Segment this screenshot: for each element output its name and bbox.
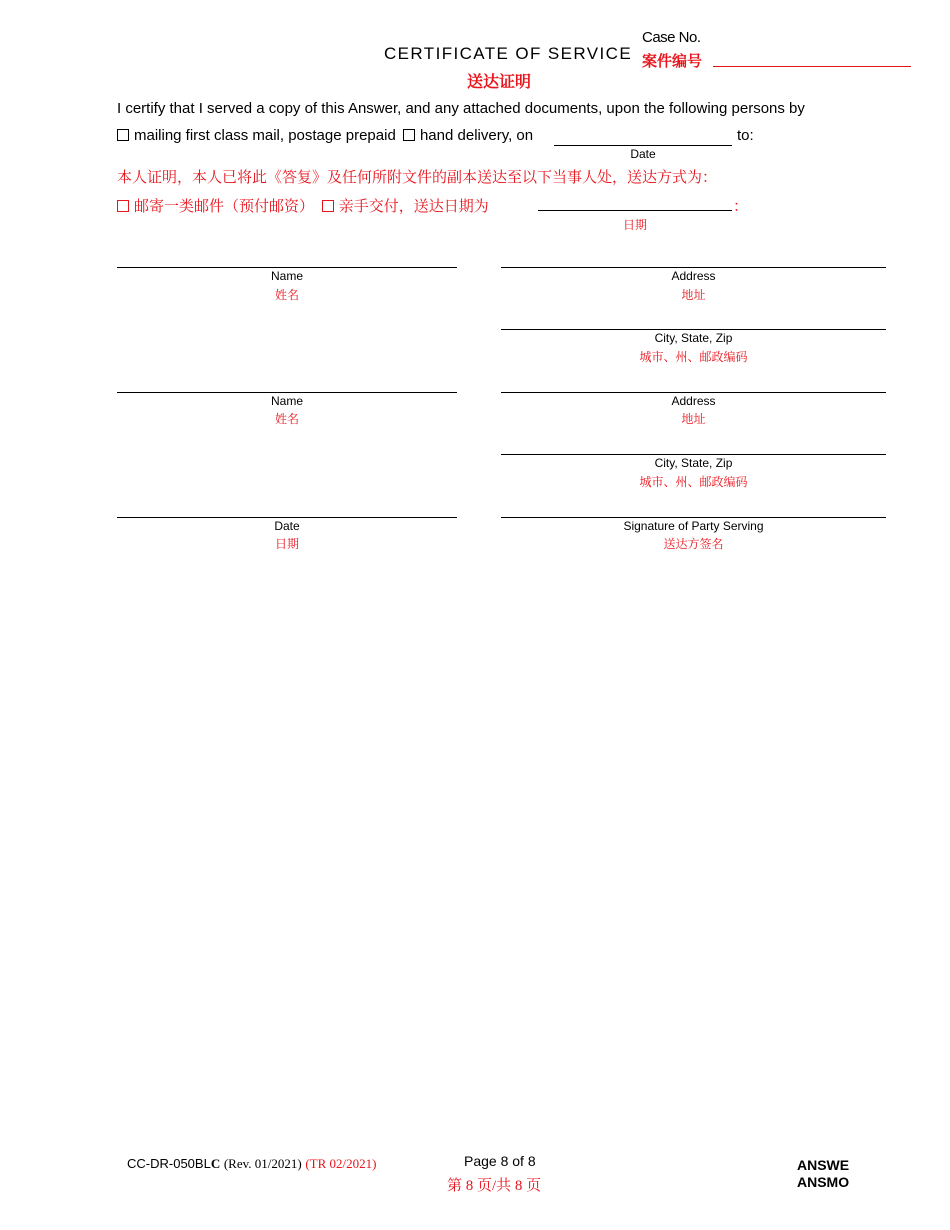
case-no-label: Case No. [642,29,701,46]
person2-name-label: Name [270,394,303,408]
signature-date-label-zh: 日期 [274,537,299,551]
person2-address-field[interactable] [501,392,886,393]
form-id [127,1156,376,1172]
service-method-row-zh [117,195,489,216]
signature-date-field[interactable] [117,517,457,518]
hand-checkbox-zh[interactable] [322,200,334,212]
signature-label-zh: 送达方签名 [663,537,724,551]
mail-option-label: mailing first class mail, postage prepaid [134,127,396,144]
person2-address-label: Address [671,394,716,408]
page-title-zh: 送达证明 [467,74,532,91]
service-date-caption: Date [630,147,656,161]
certify-statement: I certify that I served a copy of this Answer, and any attached documents, upon the following persons by [117,100,805,117]
form-translation-revision: (TR 02/2021) [305,1156,377,1171]
certify-statement-zh: 本人证明，本人已将此《答复》及任何所附文件的副本送达至以下当事人处，送达方式为： [117,168,718,186]
person1-name-label-zh: 姓名 [274,288,299,302]
colon-zh: ： [733,197,749,215]
case-no-field[interactable] [713,48,911,66]
person1-city-field[interactable] [501,329,886,330]
form-id-suffix: C [210,1156,221,1171]
page-number-zh: 第 8 页/共 8 页 [447,1178,542,1194]
person1-address-field[interactable] [501,267,886,268]
hand-option-label-zh: 亲手交付，送达日期为 [338,197,489,215]
form-id-code: CC-DR-050BL [127,1156,211,1171]
person1-address-label: Address [671,269,716,283]
mail-option-label-zh: 邮寄一类邮件（预付邮资） [134,197,315,215]
service-date-field-zh[interactable] [538,210,732,211]
mail-checkbox[interactable] [117,129,129,141]
mail-checkbox-zh[interactable] [117,200,129,212]
person1-name-label: Name [270,269,303,283]
person1-name-field[interactable] [117,267,457,268]
case-no-underline [713,66,911,67]
person2-city-field[interactable] [501,454,886,455]
hand-option-label: hand delivery, on [419,127,534,144]
case-no-label-zh: 案件编号 [642,53,703,70]
person2-address-label-zh: 地址 [681,412,706,426]
person1-address-label-zh: 地址 [681,288,706,302]
page-number: Page 8 of 8 [464,1153,536,1169]
hand-checkbox[interactable] [403,129,415,141]
person1-city-label-zh: 城市、州、邮政编码 [639,350,748,364]
page-title: CERTIFICATE OF SERVICE [384,44,633,63]
person2-name-label-zh: 姓名 [274,412,299,426]
signature-field[interactable] [501,517,886,518]
form-code-2: ANSMO [797,1174,850,1190]
to-label: to: [737,127,754,144]
form-revision: (Rev. 01/2021) [223,1156,302,1171]
signature-date-label: Date [274,519,300,533]
person2-city-label: City, State, Zip [654,456,733,470]
form-code-1: ANSWE [797,1157,850,1173]
service-date-caption-zh: 日期 [622,218,647,232]
person2-city-label-zh: 城市、州、邮政编码 [639,475,748,489]
signature-label: Signature of Party Serving [623,519,764,533]
service-method-row [117,127,533,144]
person1-city-label: City, State, Zip [654,331,733,345]
service-date-field[interactable] [554,145,732,146]
person2-name-field[interactable] [117,392,457,393]
